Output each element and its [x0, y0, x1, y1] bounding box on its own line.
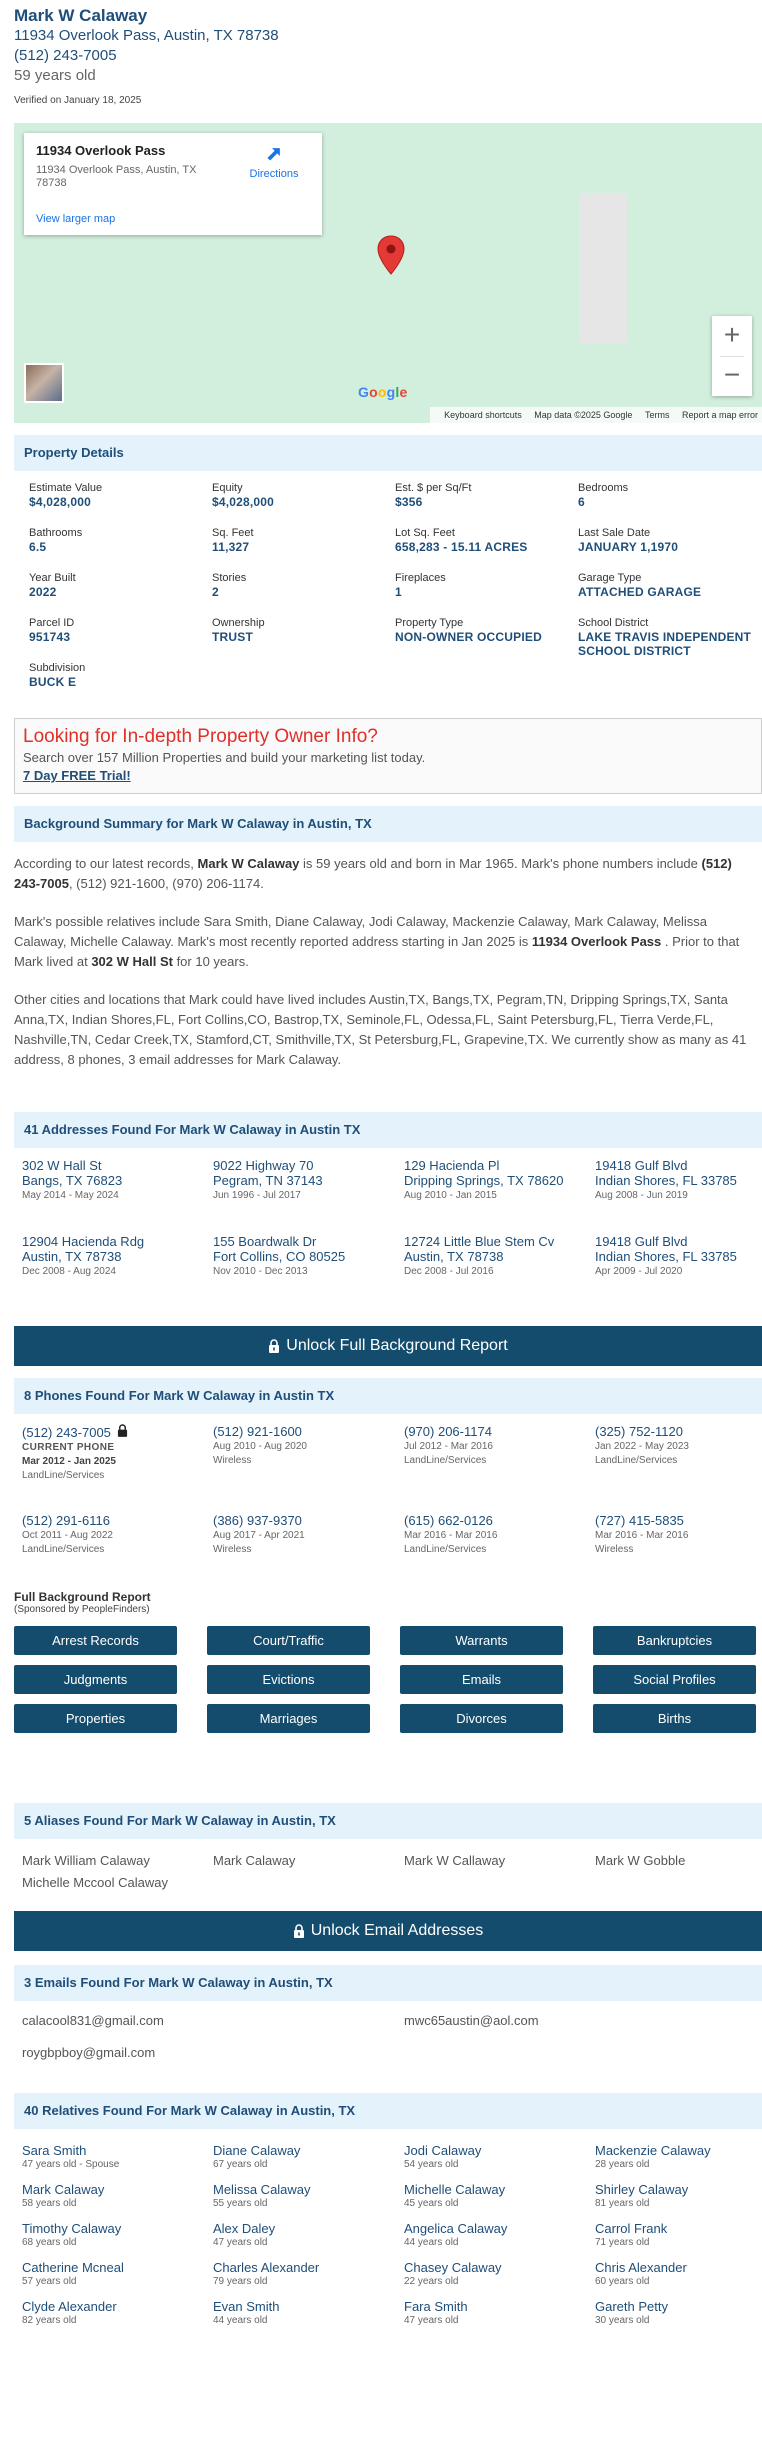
zoom-out-button[interactable]: − — [723, 359, 741, 390]
address-item[interactable] — [404, 1234, 595, 1310]
address-line1[interactable]: 12904 Hacienda Rdg — [22, 1234, 145, 1249]
property-field-value: NON-OWNER OCCUPIED — [395, 630, 542, 644]
emails-grid — [14, 2001, 762, 2077]
address-line1[interactable]: 302 W Hall St — [22, 1158, 102, 1173]
property-field-label: School District — [578, 617, 649, 629]
property-field — [395, 571, 578, 616]
relative-item[interactable] — [595, 2260, 762, 2299]
property-details-heading: Property Details — [14, 435, 762, 471]
address-item[interactable] — [22, 1234, 213, 1310]
property-field-value: $4,028,000 — [29, 495, 92, 509]
relative-info: 79 years old — [213, 2276, 268, 2287]
property-details-section — [14, 435, 762, 706]
relative-item[interactable] — [404, 2299, 595, 2338]
address-line1[interactable]: 12724 Little Blue Stem Cv — [404, 1234, 555, 1249]
relative-name[interactable]: Jodi Calaway — [404, 2143, 482, 2158]
zoom-controls — [712, 316, 752, 396]
phone-number[interactable] — [595, 1424, 762, 1440]
directions-button[interactable] — [244, 143, 304, 180]
zoom-in-button[interactable]: + — [723, 319, 741, 350]
map-building-block — [579, 193, 627, 343]
phone-number-text[interactable]: (512) 291-6116 — [22, 1513, 110, 1528]
phone-type: Wireless — [213, 1544, 252, 1555]
address-line2[interactable]: Pegram, TN 37143 — [213, 1173, 323, 1188]
phone-number-text[interactable]: (325) 752-1120 — [595, 1424, 683, 1439]
relative-item[interactable] — [595, 2143, 762, 2182]
address-line2[interactable]: Fort Collins, CO 80525 — [213, 1249, 346, 1264]
relative-item[interactable] — [595, 2299, 762, 2338]
phone-number-text[interactable]: (615) 662-0126 — [404, 1513, 493, 1528]
relative-name[interactable]: Michelle Calaway — [404, 2182, 506, 2197]
person-age: 59 years old — [14, 67, 96, 84]
phone-type: LandLine/Services — [22, 1544, 105, 1555]
relative-item[interactable] — [213, 2260, 404, 2299]
emails-section — [14, 1965, 762, 2077]
phone-item[interactable] — [595, 1513, 762, 1568]
directions-icon — [263, 143, 285, 165]
property-field-value: 1 — [395, 585, 402, 599]
relative-info: 44 years old — [404, 2237, 459, 2248]
address-dates: Aug 2010 - Jan 2015 — [404, 1190, 497, 1201]
property-field — [395, 526, 578, 571]
property-field — [578, 616, 761, 661]
relative-name[interactable]: Timothy Calaway — [22, 2221, 122, 2236]
relative-item[interactable] — [213, 2143, 404, 2182]
property-field — [395, 616, 578, 661]
relative-item[interactable] — [404, 2182, 595, 2221]
email-item[interactable]: calacool831@gmail.com — [22, 2013, 164, 2028]
property-field — [212, 571, 395, 616]
phone-type: LandLine/Services — [595, 1455, 678, 1466]
report-button-evictions[interactable]: Evictions — [207, 1665, 370, 1694]
address-line1[interactable]: 19418 Gulf Blvd — [595, 1234, 688, 1249]
relative-info: 47 years old — [213, 2237, 268, 2248]
relative-name[interactable]: Diane Calaway — [213, 2143, 301, 2158]
relative-name[interactable]: Alex Daley — [213, 2221, 276, 2236]
relative-name[interactable]: Chasey Calaway — [404, 2260, 502, 2275]
property-field-value: 11,327 — [212, 540, 250, 554]
relative-item[interactable] — [22, 2299, 213, 2338]
terms-link[interactable]: Terms — [644, 410, 670, 420]
phone-dates: Jan 2022 - May 2023 — [595, 1441, 689, 1452]
google-logo: Google — [358, 384, 408, 400]
address-item[interactable] — [213, 1158, 404, 1234]
relative-info: 57 years old — [22, 2276, 77, 2287]
email-item[interactable]: mwc65austin@aol.com — [404, 2013, 539, 2028]
address-item[interactable] — [404, 1158, 595, 1234]
address-item[interactable] — [595, 1234, 762, 1310]
report-button-warrants[interactable]: Warrants — [400, 1626, 563, 1655]
relative-item[interactable] — [22, 2260, 213, 2299]
map-data-text: Map data ©2025 Google — [534, 410, 633, 420]
phones-section — [14, 1378, 762, 1568]
relative-info: 45 years old — [404, 2198, 459, 2209]
summary-paragraph-1: According to our latest records, Mark W Calaway is 59 years old and born in Mar 1965. Mark's phone numbers include (512) 243-7005, (512) 921-1600, (970) 206-1174. — [14, 856, 732, 891]
relative-info: 68 years old — [22, 2237, 77, 2248]
phone-number-text[interactable]: (727) 415-5835 — [595, 1513, 684, 1528]
background-summary-section — [14, 806, 762, 1070]
property-field-label: Parcel ID — [29, 617, 75, 629]
property-field-value: 2022 — [29, 585, 57, 599]
address-dates: Jun 1996 - Jul 2017 — [213, 1190, 301, 1201]
phone-dates: Oct 2011 - Aug 2022 — [22, 1530, 113, 1541]
property-field-label: Stories — [212, 572, 247, 584]
relative-item[interactable] — [404, 2260, 595, 2299]
unlock-report-label: Unlock Full Background Report — [286, 1337, 508, 1354]
person-address-link[interactable]: 11934 Overlook Pass, Austin, TX 78738 — [14, 27, 279, 44]
relative-name[interactable]: Mackenzie Calaway — [595, 2143, 711, 2158]
promo-box — [14, 718, 762, 794]
property-field-value: 6.5 — [29, 540, 47, 554]
phone-item[interactable] — [595, 1424, 762, 1513]
relative-info: 67 years old — [213, 2159, 268, 2170]
lock-icon — [117, 1425, 128, 1440]
address-dates: Aug 2008 - Jun 2019 — [595, 1190, 688, 1201]
directions-label: Directions — [249, 168, 299, 180]
relative-info: 82 years old — [22, 2315, 77, 2326]
address-dates: Apr 2009 - Jul 2020 — [595, 1266, 683, 1277]
person-phone-link[interactable]: (512) 243-7005 — [14, 47, 117, 64]
current-phone-badge: CURRENT PHONE — [22, 1442, 115, 1453]
promo-subtitle: Search over 157 Million Properties and build your marketing list today. — [23, 750, 426, 765]
lock-icon — [293, 1924, 305, 1938]
relative-item[interactable] — [22, 2221, 213, 2260]
phones-grid — [14, 1414, 762, 1568]
relative-item[interactable] — [595, 2221, 762, 2260]
relative-item[interactable] — [213, 2299, 404, 2338]
phone-type: LandLine/Services — [404, 1544, 487, 1555]
relative-info: 55 years old — [213, 2198, 268, 2209]
relative-name[interactable]: Catherine Mcneal — [22, 2260, 124, 2275]
addresses-heading: 41 Addresses Found For Mark W Calaway in Austin TX — [14, 1112, 762, 1148]
phone-number[interactable] — [404, 1513, 595, 1529]
property-field-label: Year Built — [29, 572, 76, 584]
relative-info: 30 years old — [595, 2315, 650, 2326]
property-field — [578, 526, 761, 571]
unlock-email-button[interactable] — [14, 1911, 762, 1951]
property-field — [29, 616, 212, 661]
phone-dates: Jul 2012 - Mar 2016 — [404, 1441, 493, 1452]
property-field-label: Ownership — [212, 617, 265, 629]
property-field — [212, 616, 395, 661]
promo-title: Looking for In-depth Property Owner Info? — [23, 726, 378, 747]
address-item[interactable] — [213, 1234, 404, 1310]
property-field — [29, 481, 212, 526]
full-report-title: Full Background Report — [14, 1590, 151, 1604]
address-dates: Dec 2008 - Aug 2024 — [22, 1266, 116, 1277]
property-field — [395, 481, 578, 526]
phone-item[interactable] — [213, 1513, 404, 1568]
alias-item: Mark W Callaway — [404, 1853, 506, 1868]
address-item[interactable] — [22, 1158, 213, 1234]
phone-item[interactable] — [213, 1424, 404, 1513]
report-button-court-traffic[interactable]: Court/Traffic — [207, 1626, 370, 1655]
relative-name[interactable]: Carrol Frank — [595, 2221, 668, 2236]
alias-item: Michelle Mccool Calaway — [22, 1875, 168, 1890]
address-dates: Dec 2008 - Jul 2016 — [404, 1266, 494, 1277]
background-summary-heading: Background Summary for Mark W Calaway in Austin, TX — [14, 806, 762, 842]
report-button-births[interactable]: Births — [593, 1704, 756, 1733]
property-field-label: Lot Sq. Feet — [395, 527, 455, 539]
phone-number-text[interactable]: (512) 243-7005 — [22, 1425, 111, 1440]
relative-item[interactable] — [213, 2221, 404, 2260]
relatives-grid — [14, 2129, 762, 2338]
summary-paragraph-3: Other cities and locations that Mark could have lived includes Austin,TX, Bangs,TX, Pegram,TN, Dripping Springs,TX, Santa Anna,TX, Indian Shores,FL, Fort Collins,CO, Bastrop,TX, Seminole,FL, Odessa,FL, Saint Petersburg,FL, Tierra Verde,FL, Nashville,TN, Cedar Creek,TX, Stamford,CT, Smithville,TX, St Petersburg,FL, Grapevine,TX. We currently show as many as 41 address, 8 phones, 3 email addresses for Mark Calaway. — [14, 992, 747, 1067]
summary-paragraph-2: Mark's possible relatives include Sara Smith, Diane Calaway, Jodi Calaway, Mackenzie Calaway, Mark Calaway, Melissa Calaway, Michelle Calaway. Mark's most recently reported address starting in Jan 2025 is 11934 Overlook Pass . Prior to that Mark lived at 302 W Hall St for 10 years. — [14, 914, 740, 969]
person-name: Mark W Calaway — [14, 6, 148, 25]
phone-number-text[interactable]: (970) 206-1174 — [404, 1424, 492, 1439]
relative-item[interactable] — [404, 2221, 595, 2260]
phone-dates: Mar 2016 - Mar 2016 — [595, 1530, 689, 1541]
map-attribution — [430, 407, 762, 423]
report-button-social-profiles[interactable]: Social Profiles — [593, 1665, 756, 1694]
aliases-heading: 5 Aliases Found For Mark W Calaway in Austin, TX — [14, 1803, 762, 1839]
phone-type: LandLine/Services — [404, 1455, 487, 1466]
map-card-title: 11934 Overlook Pass — [36, 143, 166, 158]
property-field — [29, 526, 212, 571]
phone-dates: Mar 2012 - Jan 2025 — [22, 1456, 116, 1467]
phone-item[interactable] — [404, 1513, 595, 1568]
email-item[interactable]: roygbpboy@gmail.com — [22, 2045, 156, 2060]
relative-info: 54 years old — [404, 2159, 459, 2170]
relative-name[interactable]: Shirley Calaway — [595, 2182, 689, 2197]
property-field-label: Equity — [212, 482, 243, 494]
report-buttons-grid — [14, 1626, 762, 1733]
phone-type: Wireless — [213, 1455, 252, 1466]
phone-item[interactable] — [404, 1424, 595, 1513]
property-field-label: Estimate Value — [29, 482, 103, 494]
address-line2[interactable]: Indian Shores, FL 33785 — [595, 1173, 737, 1188]
profile-header — [14, 0, 762, 109]
relative-name[interactable]: Fara Smith — [404, 2299, 468, 2314]
phone-dates: Mar 2016 - Mar 2016 — [404, 1530, 498, 1541]
full-report-section — [14, 1590, 762, 1733]
relatives-section — [14, 2093, 762, 2338]
phone-number[interactable] — [595, 1513, 762, 1529]
relative-item[interactable] — [595, 2182, 762, 2221]
relative-info: 58 years old — [22, 2198, 77, 2209]
report-button-arrest-records[interactable]: Arrest Records — [14, 1626, 177, 1655]
address-line2[interactable]: Indian Shores, FL 33785 — [595, 1249, 737, 1264]
address-line1[interactable]: 155 Boardwalk Dr — [213, 1234, 317, 1249]
report-button-divorces[interactable]: Divorces — [400, 1704, 563, 1733]
relative-item[interactable] — [404, 2143, 595, 2182]
property-field-value: ATTACHED GARAGE — [578, 585, 702, 599]
property-field-value: $4,028,000 — [212, 495, 275, 509]
property-field-value: 951743 — [29, 630, 71, 644]
property-field-label: Sq. Feet — [212, 527, 254, 539]
phone-number[interactable] — [404, 1424, 595, 1440]
lock-icon — [268, 1339, 280, 1353]
relative-item[interactable] — [213, 2182, 404, 2221]
relative-name[interactable]: Charles Alexander — [213, 2260, 320, 2275]
relative-info: 81 years old — [595, 2198, 650, 2209]
report-button-judgments[interactable]: Judgments — [14, 1665, 177, 1694]
keyboard-shortcuts-link[interactable]: Keyboard shortcuts — [444, 410, 522, 420]
verified-date: Verified on January 18, 2025 — [14, 95, 142, 106]
phone-number[interactable] — [22, 1424, 213, 1441]
alias-item: Mark W Gobble — [595, 1853, 686, 1868]
property-field-value: 658,283 - 15.11 ACRES — [395, 540, 528, 554]
address-dates: Nov 2010 - Dec 2013 — [213, 1266, 308, 1277]
aliases-grid — [14, 1839, 762, 1897]
property-fields-grid — [14, 471, 762, 706]
phone-number[interactable] — [22, 1513, 213, 1529]
map-info-card — [24, 133, 322, 235]
view-larger-map-link[interactable]: View larger map — [36, 213, 116, 225]
aliases-section — [14, 1803, 762, 1897]
property-field-label: Fireplaces — [395, 572, 446, 584]
property-field-label: Last Sale Date — [578, 527, 651, 539]
property-field-label: Property Type — [395, 617, 464, 629]
phones-heading: 8 Phones Found For Mark W Calaway in Austin TX — [14, 1378, 762, 1414]
relative-item[interactable] — [22, 2182, 213, 2221]
relative-item[interactable] — [22, 2143, 213, 2182]
relative-info: 44 years old — [213, 2315, 268, 2326]
addresses-grid — [14, 1148, 762, 1310]
report-button-marriages[interactable]: Marriages — [207, 1704, 370, 1733]
alias-item: Mark Calaway — [213, 1853, 296, 1868]
unlock-report-button[interactable] — [14, 1326, 762, 1366]
property-field-value: 2 — [212, 585, 219, 599]
relative-name[interactable]: Melissa Calaway — [213, 2182, 311, 2197]
unlock-email-label: Unlock Email Addresses — [310, 1922, 484, 1939]
property-field — [29, 661, 212, 706]
property-field-label: Est. $ per Sq/Ft — [395, 482, 472, 494]
property-field-value: JANUARY 1,1970 — [578, 540, 679, 554]
free-trial-link[interactable]: 7 Day FREE Trial! — [23, 768, 131, 783]
relative-name[interactable]: Evan Smith — [213, 2299, 280, 2314]
emails-heading: 3 Emails Found For Mark W Calaway in Austin, TX — [14, 1965, 762, 2001]
property-field-value: BUCK E — [29, 675, 77, 689]
relative-name[interactable]: Sara Smith — [22, 2143, 87, 2158]
phone-dates: Aug 2010 - Aug 2020 — [213, 1441, 307, 1452]
phone-type: Wireless — [595, 1544, 634, 1555]
relative-name[interactable]: Gareth Petty — [595, 2299, 668, 2314]
relative-name[interactable]: Clyde Alexander — [22, 2299, 117, 2314]
report-button-properties[interactable]: Properties — [14, 1704, 177, 1733]
property-field-label: Bathrooms — [29, 527, 83, 539]
satellite-toggle-thumbnail[interactable] — [24, 363, 64, 403]
property-field — [212, 481, 395, 526]
property-field-value: TRUST — [212, 630, 253, 644]
phone-item[interactable] — [22, 1513, 213, 1568]
phone-dates: Aug 2017 - Apr 2021 — [213, 1530, 305, 1541]
address-dates: May 2014 - May 2024 — [22, 1190, 119, 1201]
property-field — [578, 571, 761, 616]
full-report-sponsor: (Sponsored by PeopleFinders) — [14, 1604, 150, 1615]
map-pin-icon[interactable] — [377, 235, 405, 275]
map-card-address: 11934 Overlook Pass, Austin, TX 78738 — [36, 164, 197, 189]
report-button-bankruptcies[interactable]: Bankruptcies — [593, 1626, 756, 1655]
property-field-value: $356 — [395, 495, 423, 509]
phone-number[interactable] — [213, 1424, 404, 1440]
property-field-label: Subdivision — [29, 662, 86, 674]
property-field — [212, 526, 395, 571]
address-item[interactable] — [595, 1158, 762, 1234]
alias-item: Mark William Calaway — [22, 1853, 150, 1868]
map-embed[interactable] — [14, 123, 762, 423]
relative-name[interactable]: Mark Calaway — [22, 2182, 105, 2197]
phone-number[interactable] — [213, 1513, 404, 1529]
property-field — [578, 481, 761, 526]
phone-type: LandLine/Services — [22, 1470, 105, 1481]
address-line1[interactable]: 9022 Highway 70 — [213, 1158, 314, 1173]
relative-info: 28 years old — [595, 2159, 650, 2170]
address-line2[interactable]: Austin, TX 78738 — [404, 1249, 504, 1264]
relatives-heading: 40 Relatives Found For Mark W Calaway in Austin, TX — [14, 2093, 762, 2129]
property-field — [29, 571, 212, 616]
relative-info: 60 years old — [595, 2276, 650, 2287]
address-line2[interactable]: Austin, TX 78738 — [22, 1249, 122, 1264]
relative-name[interactable]: Angelica Calaway — [404, 2221, 508, 2236]
relative-name[interactable]: Chris Alexander — [595, 2260, 687, 2275]
phone-number-text[interactable]: (386) 937-9370 — [213, 1513, 302, 1528]
property-field-value: 6 — [578, 495, 585, 509]
relative-info: 47 years old — [404, 2315, 459, 2326]
property-field-label: Bedrooms — [578, 482, 629, 494]
report-map-error-link[interactable]: Report a map error — [681, 410, 758, 420]
phone-item[interactable] — [22, 1424, 213, 1513]
phone-number-text[interactable]: (512) 921-1600 — [213, 1424, 302, 1439]
relative-info: 22 years old — [404, 2276, 459, 2287]
addresses-section — [14, 1112, 762, 1310]
relative-info: 71 years old — [595, 2237, 650, 2248]
address-line1[interactable]: 19418 Gulf Blvd — [595, 1158, 688, 1173]
address-line2[interactable]: Bangs, TX 76823 — [22, 1173, 123, 1188]
address-line2[interactable]: Dripping Springs, TX 78620 — [404, 1173, 564, 1188]
property-field-label: Garage Type — [578, 572, 642, 584]
report-button-emails[interactable]: Emails — [400, 1665, 563, 1694]
relative-info: 47 years old - Spouse — [22, 2159, 120, 2170]
address-line1[interactable]: 129 Hacienda Pl — [404, 1158, 500, 1173]
property-field-value: LAKE TRAVIS INDEPENDENT SCHOOL DISTRICT — [578, 630, 752, 658]
